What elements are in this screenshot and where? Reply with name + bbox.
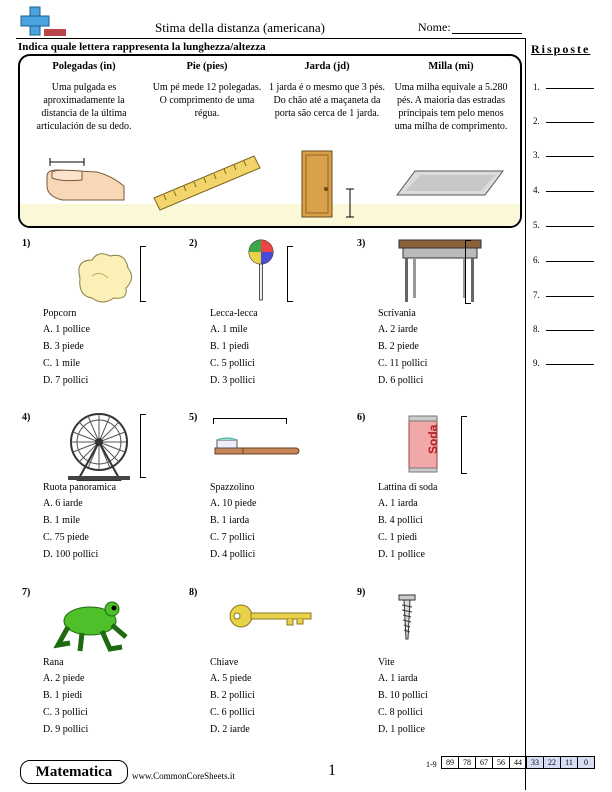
answer-option: C. 75 piede [43, 532, 89, 543]
item-name: Lecca-lecca [210, 308, 258, 319]
item-name: Lattina di soda [378, 482, 438, 493]
answer-option: D. 4 pollici [210, 549, 256, 560]
answer-option: C. 11 pollici [378, 358, 428, 369]
reference-heading: Pie (pies) [186, 61, 228, 72]
ruler-icon [152, 154, 262, 214]
answer-number: 8. [533, 324, 540, 334]
measure-bracket [140, 246, 146, 302]
question-number: 1) [22, 238, 31, 249]
answer-option: C. 1 mile [43, 358, 80, 369]
answer-option: D. 1 pollice [378, 549, 425, 560]
question-number: 2) [189, 238, 198, 249]
answer-line[interactable] [546, 88, 594, 89]
answer-option: B. 1 iarda [210, 515, 250, 526]
item-name: Scrivania [378, 308, 416, 319]
answer-option: A. 10 piede [210, 498, 257, 509]
reference-box [18, 54, 522, 228]
score-cell: 56 [492, 756, 509, 769]
answer-option: D. 2 iarde [210, 724, 250, 735]
answer-line[interactable] [546, 191, 594, 192]
question-7 [22, 587, 182, 737]
header-divider [16, 38, 526, 39]
measure-bracket [461, 416, 467, 474]
score-cell: 0 [577, 756, 595, 769]
frog-icon [52, 597, 132, 658]
answer-option: C. 5 pollici [210, 358, 255, 369]
ferris-wheel-icon [64, 412, 134, 487]
answer-option: C. 3 pollici [43, 707, 88, 718]
question-number: 7) [22, 587, 31, 598]
question-6 [357, 412, 517, 562]
item-name: Spazzolino [210, 482, 255, 493]
reference-text: Uma pulgada es aproximadamente la distancia de la última articulación de su dedo. [36, 82, 132, 132]
answer-option: A. 5 piede [210, 673, 252, 684]
answer-option: B. 4 pollici [378, 515, 423, 526]
answer-option: B. 2 pollici [210, 690, 255, 701]
reference-foot [148, 60, 266, 120]
reference-text: Um pé mede 12 polegadas. O comprimento de uma régua. [152, 82, 262, 119]
answer-number: 7. [533, 290, 540, 300]
score-cell: 67 [475, 756, 492, 769]
question-number: 5) [189, 412, 198, 423]
item-name: Ruota panoramica [43, 482, 117, 493]
question-number: 4) [22, 412, 31, 423]
brand-badge: Matematica [20, 760, 128, 784]
score-cell: 33 [526, 756, 543, 769]
road-icon [395, 169, 505, 199]
score-cell: 22 [543, 756, 560, 769]
question-8 [189, 587, 349, 737]
question-3 [357, 238, 517, 388]
reference-band [20, 204, 520, 226]
answer-number: 1. [533, 82, 540, 92]
score-range: 1-9 [426, 760, 437, 769]
page-title: Stima della distanza (americana) [155, 20, 326, 35]
reference-inch [25, 60, 143, 133]
name-label: Nome: [418, 20, 451, 34]
answer-option: D. 3 pollici [210, 375, 256, 386]
question-9 [357, 587, 517, 737]
answer-line[interactable] [546, 330, 594, 331]
item-name: Popcorn [43, 308, 77, 319]
answer-option: A. 1 iarda [378, 498, 418, 509]
door-icon [298, 149, 363, 221]
soda-can-icon [403, 412, 443, 481]
answer-option: B. 2 piede [378, 341, 419, 352]
answer-line[interactable] [546, 296, 594, 297]
answer-line[interactable] [546, 226, 594, 227]
question-1 [22, 238, 182, 388]
soda-label: Soda [426, 424, 440, 454]
answer-option: B. 10 pollici [378, 690, 428, 701]
question-number: 3) [357, 238, 366, 249]
answers-heading: Risposte [531, 42, 591, 56]
answer-option: B. 1 mile [43, 515, 80, 526]
item-name: Rana [43, 657, 64, 668]
answer-option: B. 1 piedi [43, 690, 83, 701]
question-2 [189, 238, 349, 388]
question-4 [22, 412, 182, 562]
screw-icon [395, 593, 419, 648]
score-cell: 89 [441, 756, 458, 769]
logo-icon [18, 5, 68, 37]
answer-option: C. 7 pollici [210, 532, 255, 543]
reference-heading: Milla (mi) [428, 61, 474, 72]
score-cell: 78 [458, 756, 475, 769]
popcorn-icon [70, 248, 140, 313]
question-number: 8) [189, 587, 198, 598]
measure-bracket [140, 414, 146, 478]
answer-number: 2. [533, 116, 540, 126]
answer-option: A. 2 iarde [378, 324, 418, 335]
question-number: 6) [357, 412, 366, 423]
answer-option: B. 3 piede [43, 341, 84, 352]
answer-column-divider [525, 38, 526, 790]
reference-heading: Polegadas (in) [52, 61, 116, 72]
site-url: www.CommonCoreSheets.it [132, 771, 235, 781]
answer-option: D. 1 pollice [378, 724, 425, 735]
measure-bracket [213, 418, 287, 424]
reference-yard [268, 60, 386, 120]
score-cell: 11 [560, 756, 577, 769]
answer-option: A. 6 iarde [43, 498, 83, 509]
answer-option: D. 9 pollici [43, 724, 89, 735]
answer-line[interactable] [546, 122, 594, 123]
answer-option: D. 100 pollici [43, 549, 99, 560]
answer-option: C. 6 pollici [210, 707, 255, 718]
lollipop-icon [241, 238, 281, 307]
answer-number: 4. [533, 185, 540, 195]
answer-number: 9. [533, 358, 540, 368]
answer-line[interactable] [546, 261, 594, 262]
answer-option: D. 6 pollici [378, 375, 424, 386]
answer-number: 5. [533, 220, 540, 230]
answer-line[interactable] [546, 156, 594, 157]
answer-option: A. 1 pollice [43, 324, 90, 335]
answer-option: C. 1 piedi [378, 532, 418, 543]
answer-option: D. 7 pollici [43, 375, 89, 386]
instructions: Indica quale lettera rappresenta la lunghezza/altezza [18, 41, 266, 53]
answer-option: A. 1 mile [210, 324, 248, 335]
answer-option: A. 1 iarda [378, 673, 418, 684]
item-name: Chiave [210, 657, 239, 668]
score-table [441, 756, 595, 769]
measure-bracket [287, 246, 293, 302]
measure-bracket [465, 240, 471, 304]
question-number: 9) [357, 587, 366, 598]
answer-option: B. 1 piedi [210, 341, 250, 352]
toothbrush-icon [211, 436, 301, 465]
answer-option: C. 8 pollici [378, 707, 423, 718]
reference-text: 1 jarda é o mesmo que 3 pés. Do chão até a maçaneta da porta são cerca de 1 jarda. [268, 82, 386, 119]
key-icon [227, 601, 317, 636]
reference-mile [392, 60, 510, 133]
item-name: Vite [378, 657, 395, 668]
answer-option: A. 2 piede [43, 673, 85, 684]
answer-number: 6. [533, 255, 540, 265]
question-5 [189, 412, 349, 562]
score-cell: 44 [509, 756, 526, 769]
reference-heading: Jarda (jd) [304, 61, 350, 72]
page-number: 1 [328, 762, 336, 779]
finger-icon [42, 156, 127, 206]
answer-number: 3. [533, 150, 540, 160]
answer-line[interactable] [546, 364, 594, 365]
name-line[interactable] [452, 33, 522, 34]
reference-text: Uma milha equivale a 5.280 pés. A maioria das estradas principais tem pelo menos uma milha de comprimento. [394, 82, 508, 132]
desk-icon [395, 238, 485, 309]
